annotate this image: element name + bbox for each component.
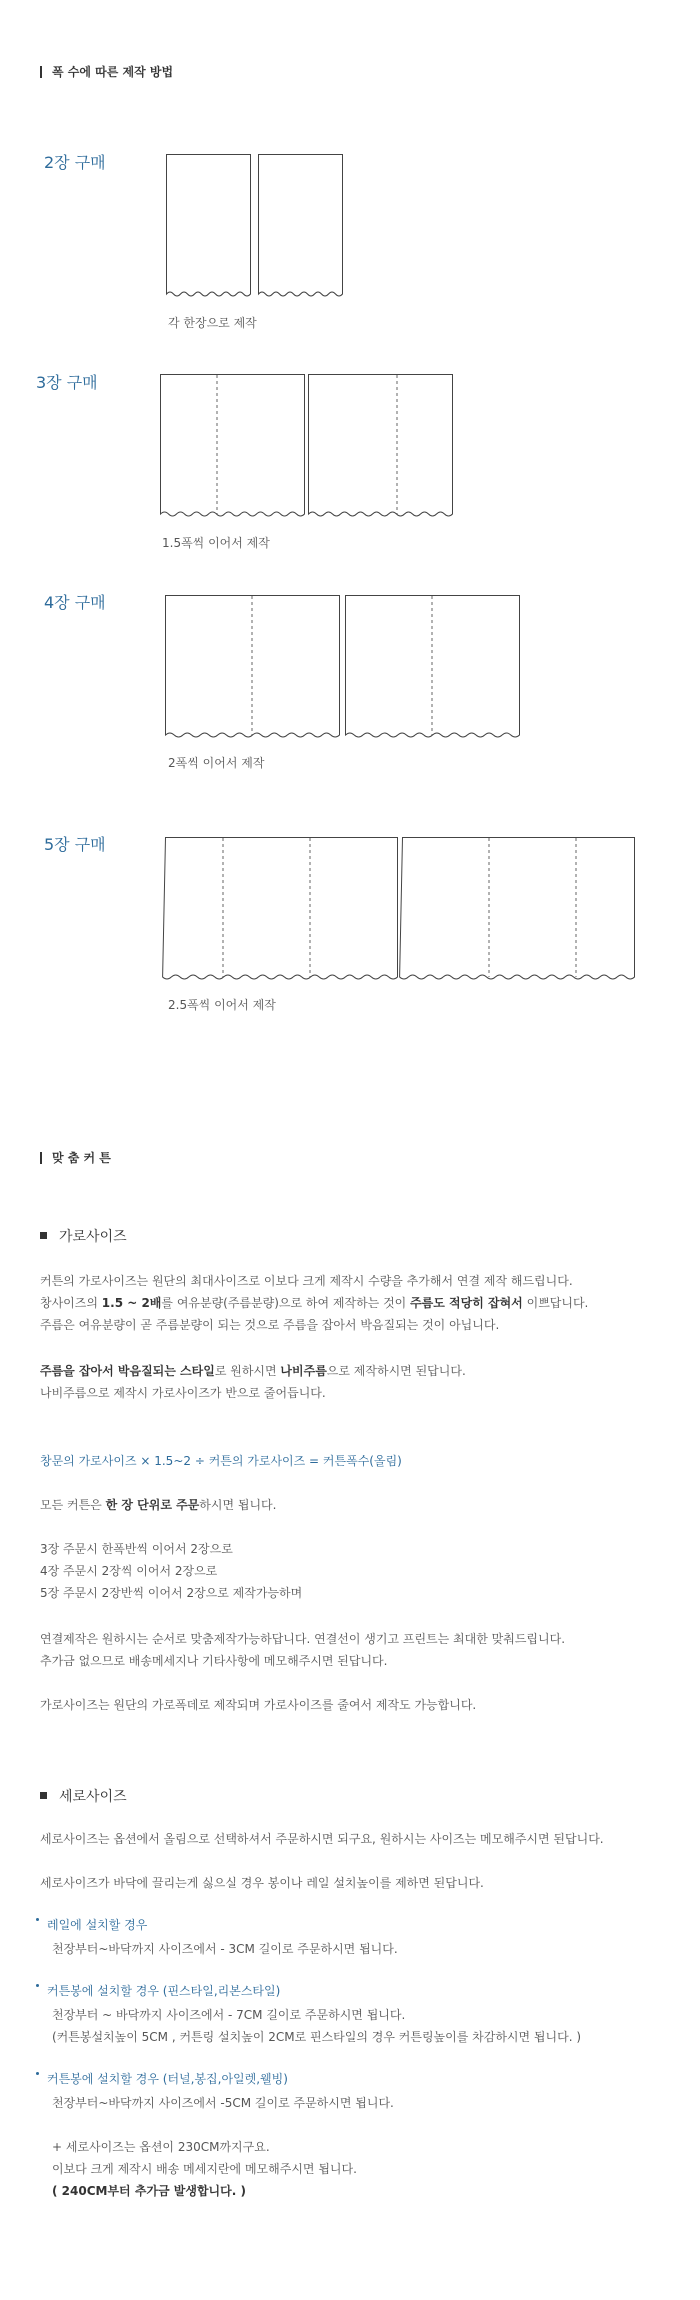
curtain-panel — [400, 838, 635, 980]
height-paragraph-1: 세로사이즈는 옵션에서 올림으로 선택하셔서 주문하시면 되구요, 원하시는 사이즈는 메모해주시면 된답니다. — [40, 1832, 604, 1846]
width-paragraph-5: 연결제작은 원하시는 순서로 맞춤제작가능하답니다. 연결선이 생기고 프린트는 최대한 맞춰드립니다. 추가금 없으므로 배송메세지나 기타사항에 메모해주시면 된답니다. — [40, 1632, 566, 1668]
height-case-rod-tunnel: 커튼봉에 설치할 경우 (터널,봉집,아일렛,웰빙) — [36, 2070, 288, 2087]
square-bullet-icon — [40, 1792, 47, 1799]
height-case-rod-pin-detail: 천장부터 ~ 바닥까지 사이즈에서 - 7CM 길이로 주문하시면 됩니다. (커튼봉설치높이 5CM , 커튼링 설치높이 2CM로 핀스타일의 경우 커튼링높이를 차감하시면 됩니다. ) — [52, 2008, 582, 2044]
height-case-rod-pin: 커튼봉에 설치할 경우 (핀스타일,리본스타일) — [36, 1982, 280, 1999]
dot-bullet-icon — [36, 1984, 39, 1987]
curtain-panel — [259, 155, 343, 297]
dot-bullet-icon — [36, 1918, 39, 1921]
purchase-label-5: 5장 구매 — [44, 835, 106, 854]
curtain-diagram-3 — [160, 374, 460, 520]
curtain-diagram-2 — [166, 154, 346, 300]
width-paragraph-6: 가로사이즈는 원단의 가로폭데로 제작되며 가로사이즈를 줄여서 제작도 가능합니다. — [40, 1698, 477, 1712]
height-case-rail: 레일에 설치할 경우 — [36, 1916, 147, 1933]
curtain-panel — [167, 155, 251, 297]
curtain-diagram-5 — [165, 837, 645, 983]
width-paragraph-2: 주름을 잡아서 박음질되는 스타일로 원하시면 나비주름으로 제작하시면 된답니다. 나비주름으로 제작시 가로사이즈가 반으로 줄어듭니다. — [40, 1364, 466, 1400]
section-title-fabric-count: 폭 수에 따른 제작 방법 — [40, 66, 173, 78]
width-heading: 가로사이즈 — [40, 1226, 127, 1246]
curtain-panel — [309, 375, 453, 517]
purchase-caption-2: 각 한장으로 제작 — [168, 316, 257, 330]
square-bullet-icon — [40, 1232, 47, 1239]
purchase-label-3: 3장 구매 — [36, 373, 98, 392]
curtain-panel — [163, 838, 398, 980]
purchase-label-2: 2장 구매 — [44, 153, 106, 172]
width-formula: 창문의 가로사이즈 × 1.5~2 ÷ 커튼의 가로사이즈 = 커튼폭수(올림) — [40, 1454, 402, 1468]
width-paragraph-1: 커튼의 가로사이즈는 원단의 최대사이즈로 이보다 크게 제작시 수량을 추가해서 연결 제작 해드립니다. 창사이즈의 1.5 ~ 2배를 여유분량(주름분량)으로 하여 제작하는 것이 주름도 적당히 잡혀서 이쁘답니다. 주름은 여유분량이 곧 주름분량이 되는 것으로 주름을 잡아서 박음질되는 것이 아닙니다. — [40, 1274, 589, 1332]
height-note: + 세로사이즈는 옵션이 230CM까지구요. 이보다 크게 제작시 배송 메세지란에 메모해주시면 됩니다. ( 240CM부터 추가금 발생합니다. ) — [52, 2140, 357, 2198]
purchase-caption-3: 1.5폭씩 이어서 제작 — [162, 536, 270, 550]
purchase-label-4: 4장 구매 — [44, 593, 106, 612]
dot-bullet-icon — [36, 2072, 39, 2075]
purchase-caption-4: 2폭씩 이어서 제작 — [168, 756, 265, 770]
width-paragraph-3: 모든 커튼은 한 장 단위로 주문하시면 됩니다. — [40, 1498, 277, 1512]
height-heading: 세로사이즈 — [40, 1786, 127, 1806]
height-case-rail-detail: 천장부터~바닥까지 사이즈에서 - 3CM 길이로 주문하시면 됩니다. — [52, 1942, 398, 1956]
height-case-rod-tunnel-detail: 천장부터~바닥까지 사이즈에서 -5CM 길이로 주문하시면 됩니다. — [52, 2096, 394, 2110]
curtain-diagram-4 — [165, 595, 525, 741]
height-paragraph-2: 세로사이즈가 바닥에 끌리는게 싫으실 경우 봉이나 레일 설치높이를 제하면 된답니다. — [40, 1876, 484, 1890]
section-title-custom-curtain: 맞 춤 커 튼 — [40, 1152, 111, 1164]
curtain-panel — [161, 375, 305, 517]
purchase-caption-5: 2.5폭씩 이어서 제작 — [168, 998, 276, 1012]
width-paragraph-4: 3장 주문시 한폭반씩 이어서 2장으로 4장 주문시 2장씩 이어서 2장으로 5장 주문시 2장반씩 이어서 2장으로 제작가능하며 — [40, 1542, 303, 1600]
